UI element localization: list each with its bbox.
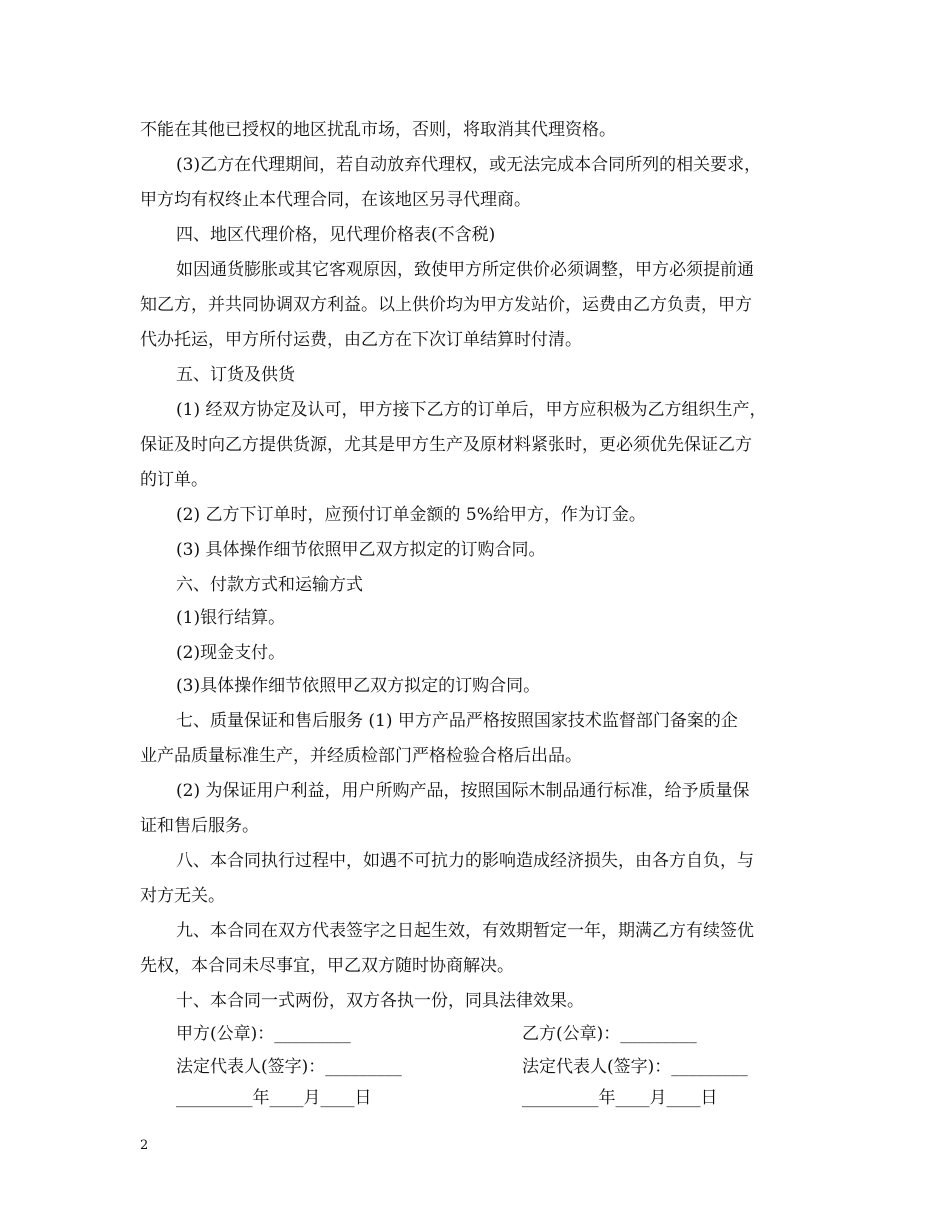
section-heading: 八、本合同执行过程中，如遇不可抗力的影响造成经济损失，由各方自负，与 [176,851,754,871]
party-a-representative-field: 法定代表人(签字)：_________ [176,1057,402,1077]
paragraph-line: (2)现金支付。 [176,643,286,663]
paragraph-line: 的订单。 [140,470,208,490]
paragraph-line: 保证及时向乙方提供货源，尤其是甲方生产及原材料紧张时，更必须优先保证乙方 [140,435,752,455]
party-b-representative-field: 法定代表人(签字)：_________ [522,1057,748,1077]
party-a-seal-field: 甲方(公章)：_________ [176,1024,351,1044]
paragraph-line: (3)乙方在代理期间，若自动放弃代理权，或无法完成本合同所列的相关要求， [176,155,762,175]
paragraph-line: (3) 具体操作细节依照甲乙双方拟定的订购合同。 [176,540,546,560]
paragraph-line: 业产品质量标准生产，并经质检部门严格检验合格后出品。 [140,746,582,766]
section-heading: 四、地区代理价格，见代理价格表(不含税) [176,225,496,245]
paragraph-line: (1) 经双方协定及认可，甲方接下乙方的订单后，甲方应积极为乙方组织生产， [176,400,767,420]
paragraph-line: (2) 为保证用户利益，用户所购产品，按照国际木制品通行标准，给予质量保 [176,781,750,801]
section-heading: 六、付款方式和运输方式 [176,575,363,595]
section-heading: 七、质量保证和售后服务 (1) 甲方产品严格按照国家技术监督部门备案的企 [176,711,738,731]
paragraph-line: 知乙方，并共同协调双方利益。以上供价均为甲方发站价，运费由乙方负责，甲方 [140,295,752,315]
paragraph-line: (3)具体操作细节依照甲乙双方拟定的订购合同。 [176,676,541,696]
section-heading: 十、本合同一式两份，双方各执一份，同具法律效果。 [176,991,584,1011]
paragraph-line: 甲方均有权终止本代理合同，在该地区另寻代理商。 [140,190,531,210]
paragraph-line: 代办托运，甲方所付运费，由乙方在下次订单结算时付清。 [140,330,582,350]
party-b-date-field: _________年____月____日 [522,1088,718,1108]
section-heading: 九、本合同在双方代表签字之日起生效，有效期暂定一年，期满乙方有续签优 [176,921,754,941]
paragraph-line: 如因通货膨胀或其它客观原因，致使甲方所定供价必须调整，甲方必须提前通 [176,260,754,280]
paragraph-line: 证和售后服务。 [140,816,259,836]
paragraph-line: 对方无关。 [140,886,225,906]
party-a-date-field: _________年____月____日 [176,1088,372,1108]
page-number: 2 [140,1138,149,1153]
section-heading: 五、订货及供货 [176,365,295,385]
party-b-seal-field: 乙方(公章)：_________ [522,1024,697,1044]
paragraph-line: 不能在其他已授权的地区扰乱市场，否则，将取消其代理资格。 [140,120,616,140]
paragraph-line: 先权，本合同未尽事宜，甲乙双方随时协商解决。 [140,956,514,976]
paragraph-line: (2) 乙方下订单时，应预付订单金额的 5%给甲方，作为订金。 [176,505,646,525]
paragraph-line: (1)银行结算。 [176,608,286,628]
